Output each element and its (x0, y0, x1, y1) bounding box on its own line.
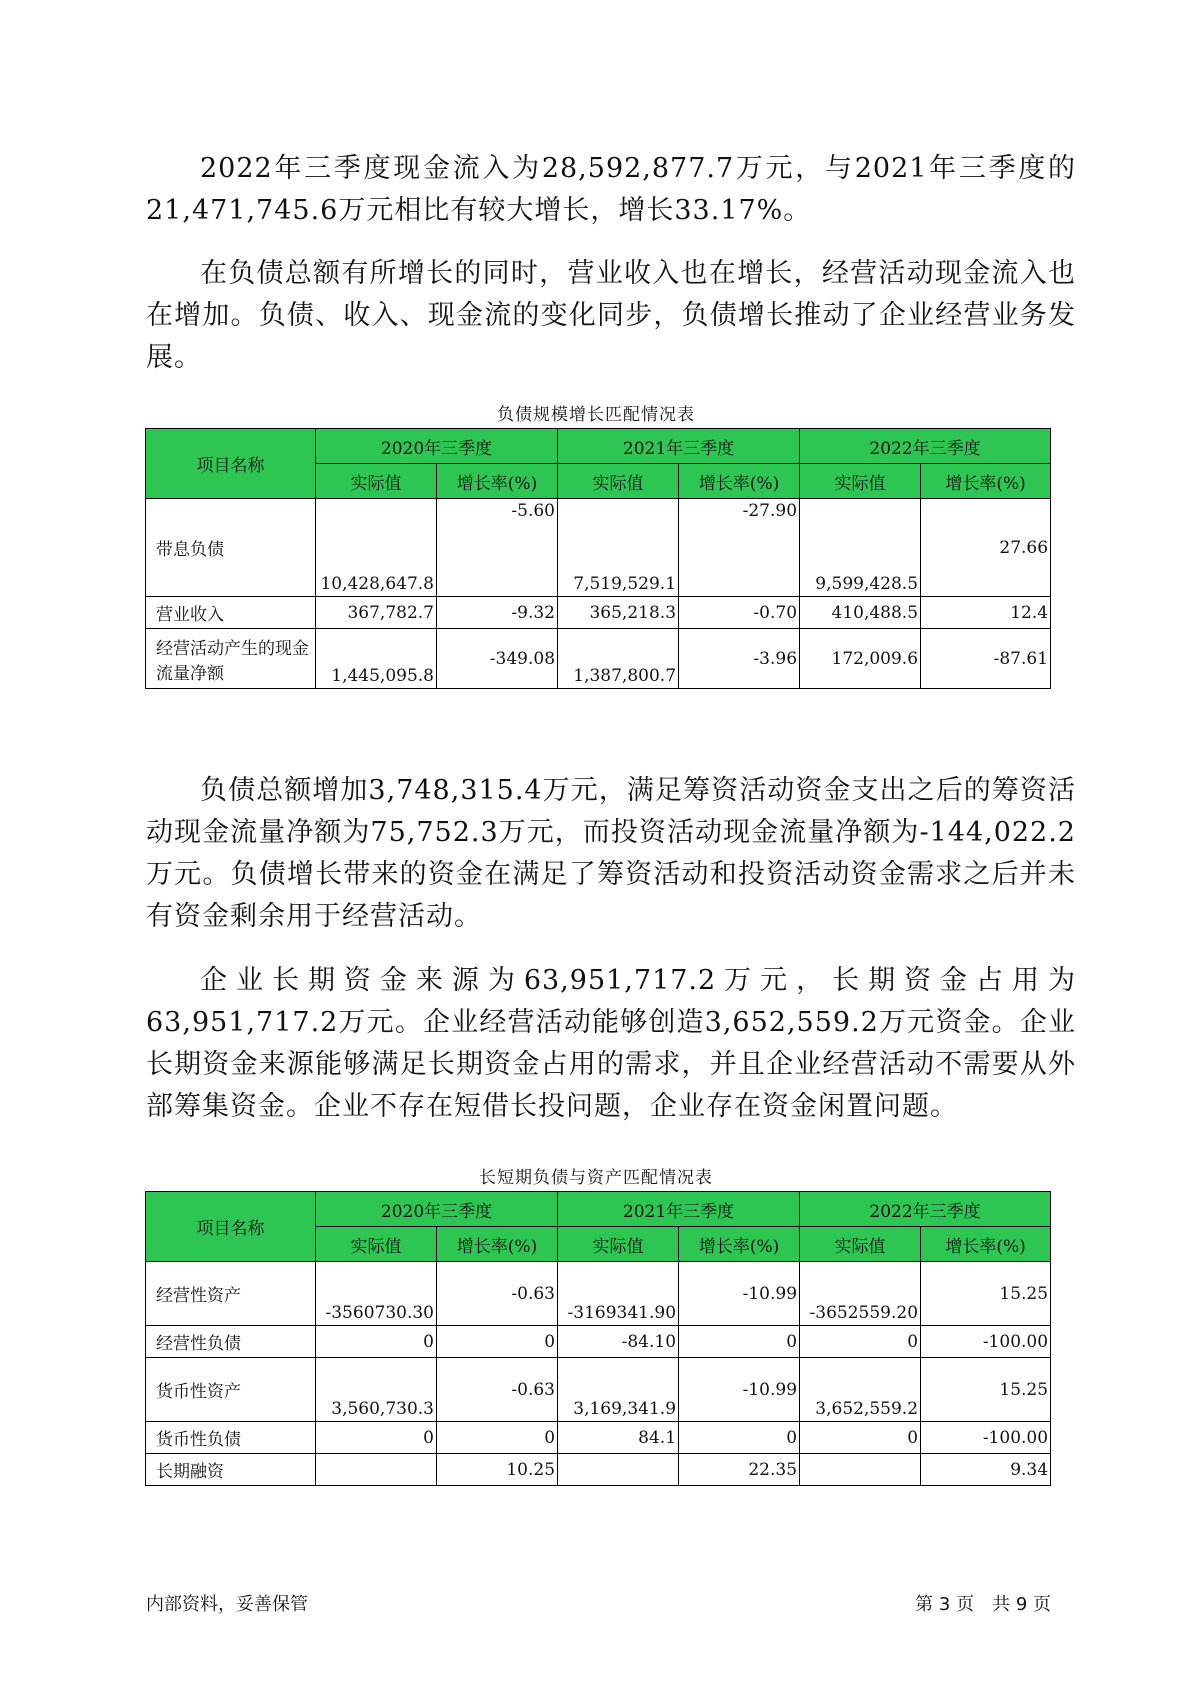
cell-value: -84.10 (558, 1326, 679, 1358)
table-row (146, 1326, 1051, 1358)
header-period-2020: 2020年三季度 (316, 1192, 558, 1227)
cell-value: -9.32 (437, 597, 558, 629)
row-label: 经营性负债 (146, 1326, 316, 1358)
cell-value: 15.25 (921, 1358, 1051, 1422)
cell-value: -3560730.30 (316, 1262, 437, 1326)
row-label: 货币性资产 (146, 1358, 316, 1422)
cell-value: 0 (316, 1326, 437, 1358)
header-actual: 实际值 (800, 1227, 921, 1262)
cell-value: 10,428,647.8 (316, 499, 437, 597)
cell-value: -87.61 (921, 629, 1051, 689)
cell-value: 410,488.5 (800, 597, 921, 629)
cell-value: -27.90 (679, 499, 800, 597)
table-row (146, 1422, 1051, 1454)
header-actual: 实际值 (558, 1227, 679, 1262)
header-actual: 实际值 (800, 464, 921, 499)
cell-value: -0.63 (437, 1262, 558, 1326)
header-growth: 增长率(%) (921, 1227, 1051, 1262)
cell-value: 1,445,095.8 (316, 629, 437, 689)
page-total: 9 (1015, 1594, 1028, 1615)
table-row (146, 597, 1051, 629)
cell-value: 0 (800, 1422, 921, 1454)
header-item-name: 项目名称 (146, 1192, 316, 1262)
cell-value: 365,218.3 (558, 597, 679, 629)
header-period-2022: 2022年三季度 (800, 1192, 1051, 1227)
cell-value: -0.70 (679, 597, 800, 629)
row-label: 经营活动产生的现金流量净额 (146, 629, 316, 689)
row-label: 经营性资产 (146, 1262, 316, 1326)
paragraph-3: 负债总额增加3,748,315.4万元，满足筹资活动资金支出之后的筹资活动现金流量净额为75,752.3万元，而投资活动现金流量净额为-144,022.2万元。负债增长带来的资金在满足了筹资活动和投资活动资金需求之后并未有资金剩余用于经营活动。 (146, 775, 1076, 932)
row-label: 带息负债 (146, 499, 316, 597)
cell-value: 0 (800, 1326, 921, 1358)
cell-value: -3.96 (679, 629, 800, 689)
debt-growth-table (145, 428, 1051, 689)
table-row (146, 499, 1051, 597)
table-row (146, 1454, 1051, 1486)
header-item-name: 项目名称 (146, 429, 316, 499)
cell-value: 9,599,428.5 (800, 499, 921, 597)
header-actual: 实际值 (558, 464, 679, 499)
cell-value: 367,782.7 (316, 597, 437, 629)
cell-value: 7,519,529.1 (558, 499, 679, 597)
cell-value: 3,169,341.9 (558, 1358, 679, 1422)
cell-value: 22.35 (679, 1454, 800, 1486)
cell-value: -10.99 (679, 1262, 800, 1326)
cell-value: 0 (316, 1422, 437, 1454)
header-growth: 增长率(%) (679, 464, 800, 499)
cell-value: 12.4 (921, 597, 1051, 629)
table-row (146, 629, 1051, 689)
cell-value: -349.08 (437, 629, 558, 689)
page-label-post: 页 (1033, 1594, 1051, 1615)
table-row (146, 1262, 1051, 1326)
table1-caption: 负债规模增长匹配情况表 (497, 405, 695, 425)
header-period-2022: 2022年三季度 (800, 429, 1051, 464)
page-current: 3 (938, 1594, 951, 1615)
page-label-mid: 页 共 (956, 1594, 1011, 1615)
cell-value: 0 (437, 1326, 558, 1358)
cell-value: -100.00 (921, 1326, 1051, 1358)
cell-value: 1,387,800.7 (558, 629, 679, 689)
header-growth: 增长率(%) (437, 464, 558, 499)
cell-value: 0 (679, 1326, 800, 1358)
row-label: 营业收入 (146, 597, 316, 629)
cell-value: 27.66 (921, 499, 1051, 597)
cell-value: 3,560,730.3 (316, 1358, 437, 1422)
cell-value: 3,652,559.2 (800, 1358, 921, 1422)
cell-value: 15.25 (921, 1262, 1051, 1326)
cell-value: 9.34 (921, 1454, 1051, 1486)
cell-value (316, 1454, 437, 1486)
cell-value: -5.60 (437, 499, 558, 597)
table-row (146, 1358, 1051, 1422)
cell-value (558, 1454, 679, 1486)
row-label: 货币性负债 (146, 1422, 316, 1454)
header-growth: 增长率(%) (921, 464, 1051, 499)
cell-value: 172,009.6 (800, 629, 921, 689)
cell-value: -100.00 (921, 1422, 1051, 1454)
footer-confidential: 内部资料，妥善保管 (146, 1594, 308, 1615)
header-period-2021: 2021年三季度 (558, 429, 800, 464)
header-period-2021: 2021年三季度 (558, 1192, 800, 1227)
header-actual: 实际值 (316, 1227, 437, 1262)
cell-value: 0 (437, 1422, 558, 1454)
header-growth: 增长率(%) (437, 1227, 558, 1262)
long-short-match-table (145, 1191, 1051, 1486)
paragraph-1: 2022年三季度现金流入为28,592,877.7万元，与2021年三季度的21,471,745.6万元相比有较大增长，增长33.17%。 (146, 153, 1076, 226)
header-period-2020: 2020年三季度 (316, 429, 558, 464)
row-label: 长期融资 (146, 1454, 316, 1486)
paragraph-4: 企业长期资金来源为63,951,717.2万元，长期资金占用为63,951,717.2万元。企业经营活动能够创造3,652,559.2万元资金。企业长期资金来源能够满足长期资金占用的需求，并且企业经营活动不需要从外部筹集资金。企业不存在短借长投问题，企业存在资金闲置问题。 (146, 965, 1076, 1122)
header-actual: 实际值 (316, 464, 437, 499)
paragraph-2: 在负债总额有所增长的同时，营业收入也在增长，经营活动现金流入也在增加。负债、收入、现金流的变化同步，负债增长推动了企业经营业务发展。 (146, 258, 1076, 373)
table2-caption: 长短期负债与资产匹配情况表 (479, 1168, 713, 1188)
cell-value: -0.63 (437, 1358, 558, 1422)
header-growth: 增长率(%) (679, 1227, 800, 1262)
cell-value (800, 1454, 921, 1486)
page-label-pre: 第 (915, 1594, 934, 1615)
cell-value: -10.99 (679, 1358, 800, 1422)
footer-page-number (915, 1590, 1051, 1616)
cell-value: 84.1 (558, 1422, 679, 1454)
cell-value: -3169341.90 (558, 1262, 679, 1326)
cell-value: 10.25 (437, 1454, 558, 1486)
cell-value: -3652559.20 (800, 1262, 921, 1326)
cell-value: 0 (679, 1422, 800, 1454)
